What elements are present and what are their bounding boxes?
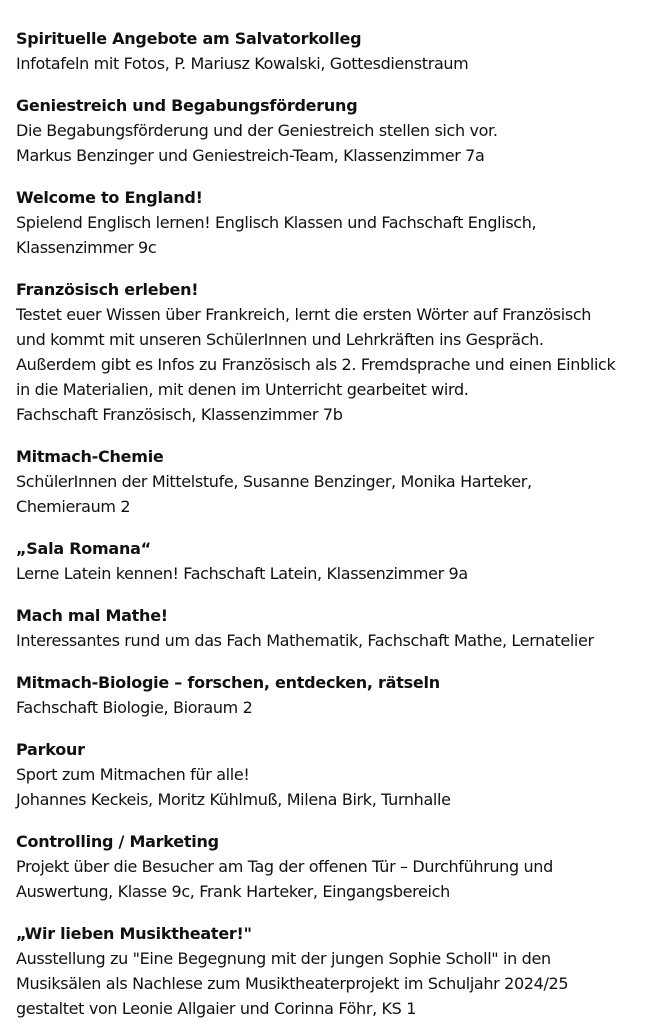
entry-title: Parkour: [16, 740, 85, 759]
entry-title: „Wir lieben Musiktheater!": [16, 924, 252, 943]
entry-description-line: Testet euer Wissen über Frankreich, lernt die ersten Wörter auf Französisch: [16, 305, 592, 324]
entry-description-line: Außerdem gibt es Infos zu Französisch als 2. Fremdsprache und einen Einblick: [16, 355, 616, 374]
program-entry: [16, 277, 660, 427]
entry-description-line: Musiksälen als Nachlese zum Musiktheaterprojekt im Schuljahr 2024/25: [16, 974, 569, 993]
entry-description-line: Fachschaft Französisch, Klassenzimmer 7b: [16, 405, 343, 424]
entry-title: Mitmach-Chemie: [16, 447, 164, 466]
entry-description-line: Sport zum Mitmachen für alle!: [16, 765, 250, 784]
entry-title: Mach mal Mathe!: [16, 606, 168, 625]
entry-description-line: Lerne Latein kennen! Fachschaft Latein, Klassenzimmer 9a: [16, 564, 468, 583]
entry-description-line: Johannes Keckeis, Moritz Kühlmuß, Milena Birk, Turnhalle: [16, 790, 451, 809]
entry-description-line: Markus Benzinger und Geniestreich-Team, Klassenzimmer 7a: [16, 146, 485, 165]
program-entry: [16, 26, 660, 76]
entry-title: „Sala Romana“: [16, 539, 151, 558]
entry-title: Welcome to England!: [16, 188, 203, 207]
entry-title: Mitmach-Biologie – forschen, entdecken, rätseln: [16, 673, 440, 692]
program-entry: [16, 670, 660, 720]
entry-description-line: in die Materialien, mit denen im Unterricht gearbeitet wird.: [16, 380, 469, 399]
entry-description-line: Interessantes rund um das Fach Mathematik, Fachschaft Mathe, Lernatelier: [16, 631, 594, 650]
program-entry: [16, 921, 660, 1021]
entry-description-line: Fachschaft Biologie, Bioraum 2: [16, 698, 253, 717]
entry-title: Spirituelle Angebote am Salvatorkolleg: [16, 29, 362, 48]
entry-description-line: Spielend Englisch lernen! Englisch Klassen und Fachschaft Englisch,: [16, 213, 537, 232]
program-entry: [16, 829, 660, 904]
program-entry: [16, 444, 660, 519]
entry-description-line: Auswertung, Klasse 9c, Frank Harteker, Eingangsbereich: [16, 882, 450, 901]
entry-description-line: Chemieraum 2: [16, 497, 131, 516]
entry-title: Geniestreich und Begabungsförderung: [16, 96, 358, 115]
entry-description-line: Klassenzimmer 9c: [16, 238, 157, 257]
program-entry: [16, 185, 660, 260]
entry-description-line: SchülerInnen der Mittelstufe, Susanne Benzinger, Monika Harteker,: [16, 472, 532, 491]
entry-title: Controlling / Marketing: [16, 832, 219, 851]
entry-description-line: Die Begabungsförderung und der Geniestreich stellen sich vor.: [16, 121, 498, 140]
program-entry: [16, 536, 660, 586]
entry-description-line: und kommt mit unseren SchülerInnen und Lehrkräften ins Gespräch.: [16, 330, 544, 349]
entry-description-line: Ausstellung zu "Eine Begegnung mit der jungen Sophie Scholl" in den: [16, 949, 551, 968]
entry-description-line: Projekt über die Besucher am Tag der offenen Tür – Durchführung und: [16, 857, 553, 876]
program-entry: [16, 737, 660, 812]
entry-description-line: gestaltet von Leonie Allgaier und Corinna Föhr, KS 1: [16, 999, 417, 1018]
program-entry: [16, 93, 660, 168]
entry-description-line: Infotafeln mit Fotos, P. Mariusz Kowalski, Gottesdienstraum: [16, 54, 469, 73]
program-entry: [16, 603, 660, 653]
entry-title: Französisch erleben!: [16, 280, 199, 299]
